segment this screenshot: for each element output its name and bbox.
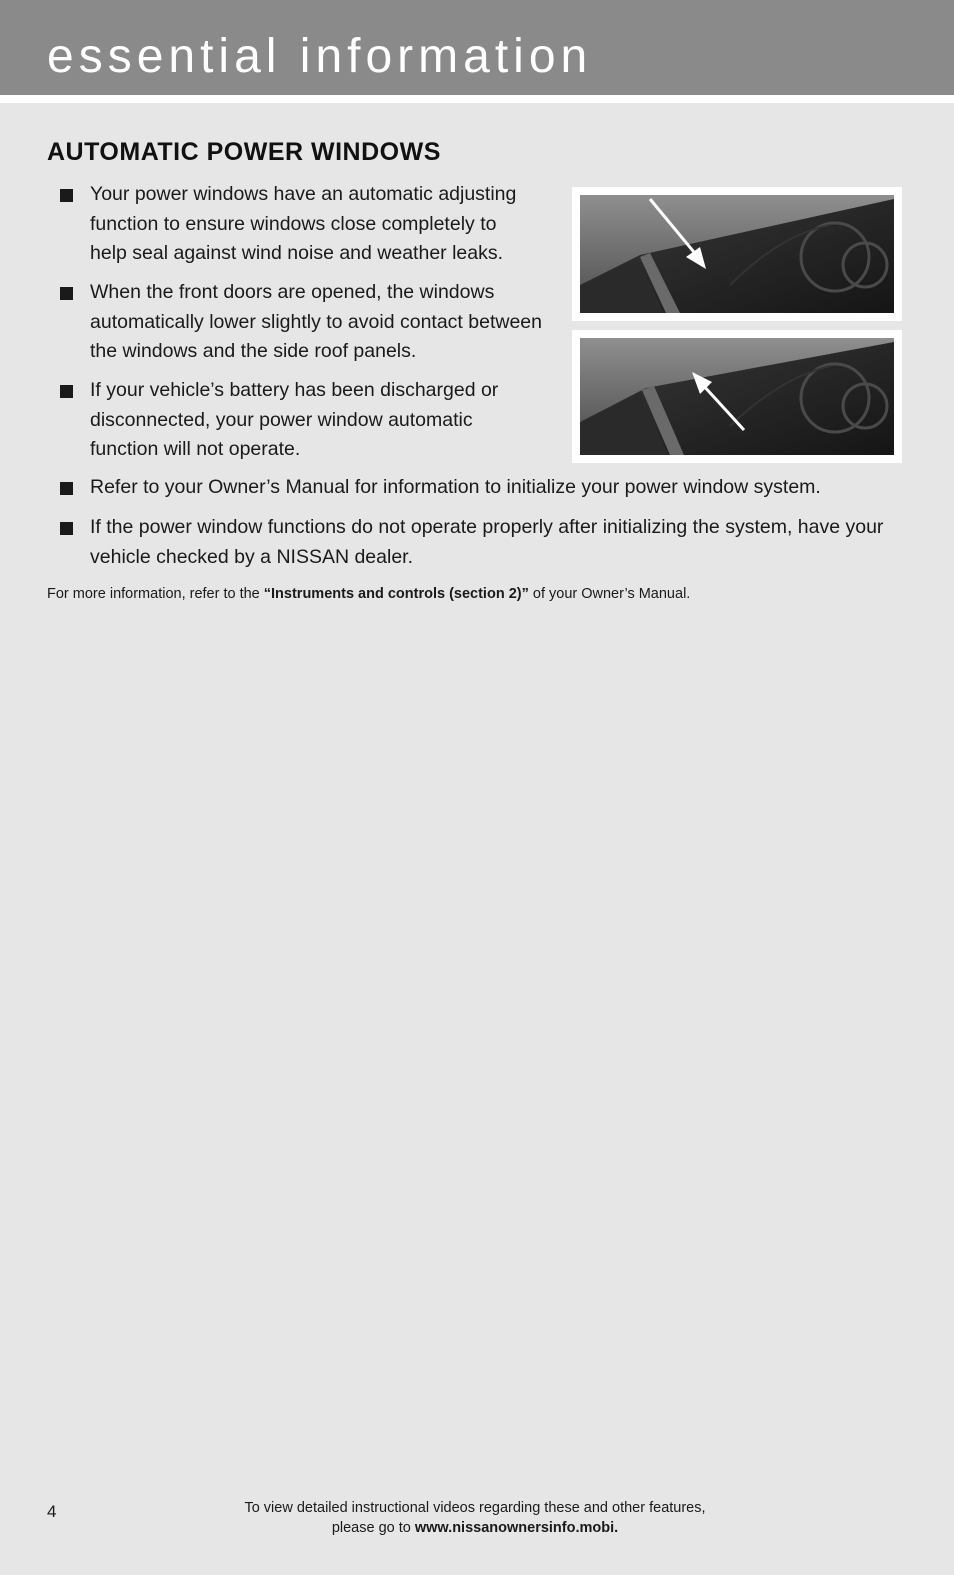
square-bullet-icon	[60, 482, 73, 495]
bullet-line: disconnected, your power window automatic	[90, 408, 473, 431]
window-raised-illustration	[580, 338, 894, 455]
bullet-line: vehicle checked by a NISSAN dealer.	[90, 545, 414, 568]
window-lowering-photo	[572, 187, 902, 321]
square-bullet-icon	[60, 189, 73, 202]
bullet-line: automatically lower slightly to avoid contact between	[90, 310, 542, 333]
page-footer	[170, 1498, 780, 1538]
bullet-line: Refer to your Owner’s Manual for information to initialize your power window system.	[90, 476, 821, 498]
section-heading: AUTOMATIC POWER WINDOWS	[47, 138, 441, 166]
reference-suffix: of your Owner’s Manual.	[528, 586, 691, 602]
reference-section-title: “Instruments and controls (section 2)”	[263, 586, 529, 602]
bullet-line: Your power windows have an automatic adjusting	[90, 183, 517, 205]
reference-prefix: For more information, refer to the	[47, 586, 264, 602]
footer-website-link[interactable]: www.nissanownersinfo.mobi.	[414, 1520, 619, 1536]
reference-note	[47, 584, 690, 604]
page-header-title: essential information	[47, 30, 593, 83]
bullet-line: function to ensure windows close completely to	[90, 212, 497, 235]
footer-line-2	[170, 1518, 780, 1538]
square-bullet-icon	[60, 385, 73, 398]
bullet-line: If your vehicle’s battery has been discharged or	[90, 379, 499, 401]
window-raising-photo	[572, 330, 902, 463]
bullet-line: If the power window functions do not operate properly after initializing the system, have your	[90, 516, 884, 538]
bullet-line: When the front doors are opened, the windows	[90, 281, 495, 303]
bullet-line: help seal against wind noise and weather leaks.	[90, 242, 504, 264]
bullet-line: function will not operate.	[90, 438, 301, 460]
bullet-line: the windows and the side roof panels.	[90, 340, 417, 362]
square-bullet-icon	[60, 287, 73, 300]
header-divider	[0, 95, 954, 103]
footer-link-prefix: please go to	[331, 1520, 415, 1536]
footer-line: To view detailed instructional videos regarding these and other features,	[244, 1500, 706, 1516]
window-lowered-illustration	[580, 195, 894, 313]
page-header-band	[0, 0, 954, 95]
page-number: 4	[47, 1502, 57, 1521]
square-bullet-icon	[60, 522, 73, 535]
